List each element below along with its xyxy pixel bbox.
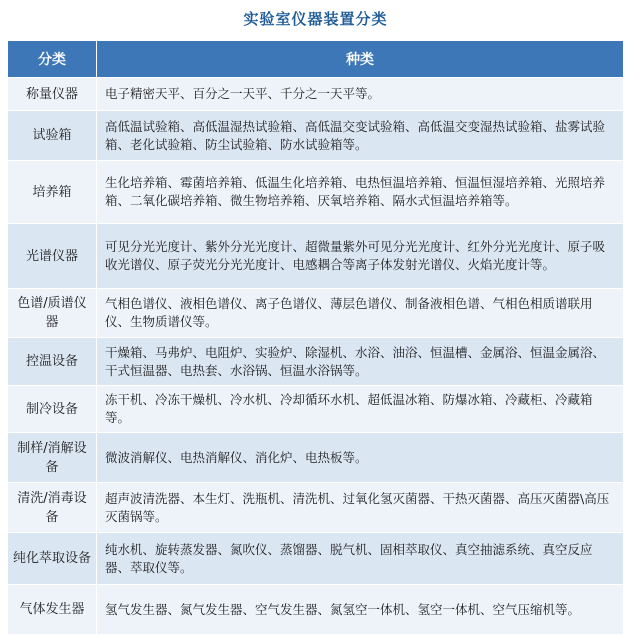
table-row — [8, 433, 624, 483]
page-title: 实验室仪器装置分类 — [243, 10, 388, 28]
row-category: 控温设备 — [8, 338, 97, 386]
row-category: 光谱仪器 — [8, 224, 97, 289]
row-types: 氢气发生器、氮气发生器、空气发生器、氮氢空一体机、氢空一体机、空气压缩机等。 — [97, 585, 624, 635]
row-types: 干燥箱、马弗炉、电阻炉、实验炉、除湿机、水浴、油浴、恒温槽、金属浴、恒温金属浴、干式恒温器、电热套、水浴锅、恒温水浴锅等。 — [97, 338, 624, 386]
row-category: 纯化萃取设备 — [8, 533, 97, 585]
table-row — [8, 78, 624, 111]
row-category: 称量仪器 — [8, 78, 97, 111]
row-category: 制冷设备 — [8, 386, 97, 433]
table-row — [8, 224, 624, 289]
table-row — [8, 386, 624, 433]
table-row — [8, 338, 624, 386]
row-types: 气相色谱仪、液相色谱仪、离子色谱仪、薄层色谱仪、制备液相色谱、气相色相质谱联用仪、生物质谱仪等。 — [97, 289, 624, 338]
row-types: 电子精密天平、百分之一天平、千分之一天平等。 — [97, 78, 624, 111]
row-types: 可见分光光度计、紫外分光光度计、超微量紫外可见分光光度计、红外分光光度计、原子吸收光谱仪、原子荧光分光光度计、电感耦合等离子体发射光谱仪、火焰光度计等。 — [97, 224, 624, 289]
header-category: 分类 — [8, 41, 97, 78]
row-category: 培养箱 — [8, 161, 97, 224]
row-category: 试验箱 — [8, 111, 97, 161]
header-types: 种类 — [97, 41, 624, 78]
table-row — [8, 161, 624, 224]
row-category: 气体发生器 — [8, 585, 97, 635]
row-types: 纯水机、旋转蒸发器、氮吹仪、蒸馏器、脱气机、固相萃取仪、真空抽滤系统、真空反应器、萃取仪等。 — [97, 533, 624, 585]
table-row — [8, 585, 624, 635]
table-header-row — [8, 41, 624, 78]
table-row — [8, 533, 624, 585]
table-row — [8, 483, 624, 533]
row-category: 制样/消解设备 — [8, 433, 97, 483]
table-row — [8, 289, 624, 338]
row-category: 清洗/消毒设备 — [8, 483, 97, 533]
classification-table — [7, 40, 624, 635]
table-row — [8, 111, 624, 161]
row-types: 冻干机、冷冻干燥机、冷水机、冷却循环水机、超低温冰箱、防爆冰箱、冷藏柜、冷藏箱等。 — [97, 386, 624, 433]
row-types: 微波消解仪、电热消解仪、消化炉、电热板等。 — [97, 433, 624, 483]
row-types: 生化培养箱、霉菌培养箱、低温生化培养箱、电热恒温培养箱、恒温恒湿培养箱、光照培养箱、二氧化碳培养箱、微生物培养箱、厌氧培养箱、隔水式恒温培养箱等。 — [97, 161, 624, 224]
row-types: 超声波清洗器、本生灯、洗瓶机、清洗机、过氧化氢灭菌器、干热灭菌器、高压灭菌器\高压灭菌锅等。 — [97, 483, 624, 533]
row-category: 色谱/质谱仪器 — [8, 289, 97, 338]
row-types: 高低温试验箱、高低温湿热试验箱、高低温交变试验箱、高低温交变湿热试验箱、盐雾试验箱、老化试验箱、防尘试验箱、防水试验箱等。 — [97, 111, 624, 161]
